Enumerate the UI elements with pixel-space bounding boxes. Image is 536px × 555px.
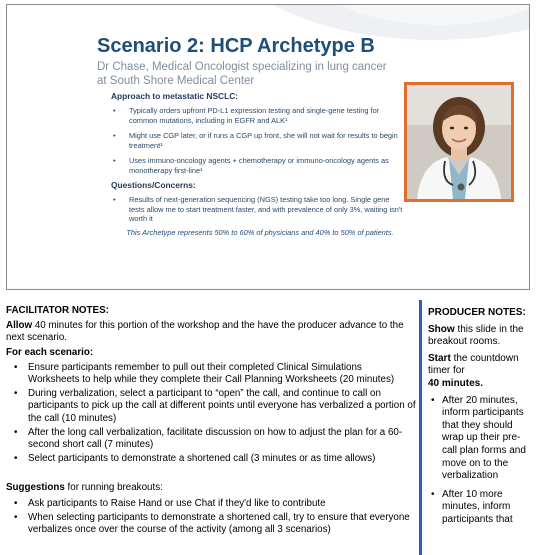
producer-show (428, 324, 532, 349)
suggestion-item: • When selecting participants to demonstrate a shortened call, try to ensure that everyone verbalizes once over the course of the activity (among all 3 scenarios) (6, 512, 416, 536)
each-scenario-list (6, 362, 416, 466)
doctor-portrait-icon (407, 85, 511, 199)
producer-heading: PRODUCER NOTES: (428, 307, 526, 318)
slide-subtitle: Dr Chase, Medical Oncologist specializing in lung cancer at South Shore Medical Center (97, 61, 387, 87)
start-text: the countdown timer for (428, 352, 519, 377)
show-label: Show (428, 323, 455, 335)
suggestion-item: • Ask participants to Raise Hand or use Chat if they'd like to contribute (6, 498, 416, 510)
producer-item: • After 20 minutes, inform participants that they should wrap up their pre-call plan forms and move on to the verbalization (428, 395, 532, 483)
suggestions-line (6, 482, 416, 494)
scenario-step: • After the long call verbalization, facilitate discussion on how to adjust the plan for a 60-second short call (7 minutes) (6, 427, 416, 451)
facilitator-allow (6, 320, 416, 344)
doctor-photo (404, 82, 514, 202)
archetype-note: This Archetype represents 50% to 60% of physicians and 40% to 50% of patients. (126, 228, 394, 237)
producer-start (428, 353, 532, 391)
producer-notes (428, 307, 532, 533)
minutes-label: 40 minutes. (428, 377, 484, 389)
approach-item: • Might use CGP later, or if runs a CGP up front, she will not wait for results to begin treatment¹ (111, 131, 403, 150)
producer-item: • After 10 more minutes, inform participants that (428, 489, 532, 527)
approach-item: • Uses immuno-oncology agents + chemotherapy or immuno-oncology agents as monotherapy first-line¹ (111, 156, 403, 175)
slide-title: Scenario 2: HCP Archetype B (97, 35, 375, 57)
suggestions-text: for running breakouts: (64, 482, 163, 494)
suggestions-label: Suggestions (6, 482, 65, 494)
scenario-step: • Select participants to demonstrate a shortened call (3 minutes or as time allows) (6, 453, 416, 465)
approach-list (111, 106, 403, 182)
concerns-list (111, 195, 403, 230)
facilitator-heading: FACILITATOR NOTES: (6, 305, 109, 316)
suggestions-list (6, 498, 416, 537)
allow-label: Allow (6, 320, 33, 332)
start-label: Start (428, 352, 451, 364)
approach-item: • Typically orders upfront PD-L1 expression testing and single-gene testing for common mutations, including in EGFR and ALK¹ (111, 106, 403, 125)
facilitator-notes (6, 305, 416, 538)
scenario-step: • Ensure participants remember to pull out their completed Clinical Simulations Worksheets to help while they complete their Call Planning Worksheets (20 minutes) (6, 362, 416, 386)
show-text: this slide in the breakout rooms. (428, 323, 524, 348)
scenario-step: • During verbalization, select a participant to “open” the call, and continue to call on participants to pick up the call at different points until everyone has verbalized a portion of the call (10 minutes) (6, 388, 416, 425)
producer-list (428, 395, 532, 527)
slide-panel (6, 4, 530, 290)
approach-heading: Approach to metastatic NSCLC: (111, 91, 239, 101)
each-scenario-heading: For each scenario: (6, 346, 94, 358)
concerns-heading: Questions/Concerns: (111, 180, 196, 190)
notes-divider (419, 300, 422, 555)
allow-text: 40 minutes for this portion of the workshop and the have the producer advance to the next scenario. (6, 320, 404, 344)
concerns-item: • Results of next-generation sequencing (NGS) testing take too long. Single gene tests allow me to start treatment faster, and with prevalence of only 3%, waiting isn't worth it (111, 195, 403, 224)
